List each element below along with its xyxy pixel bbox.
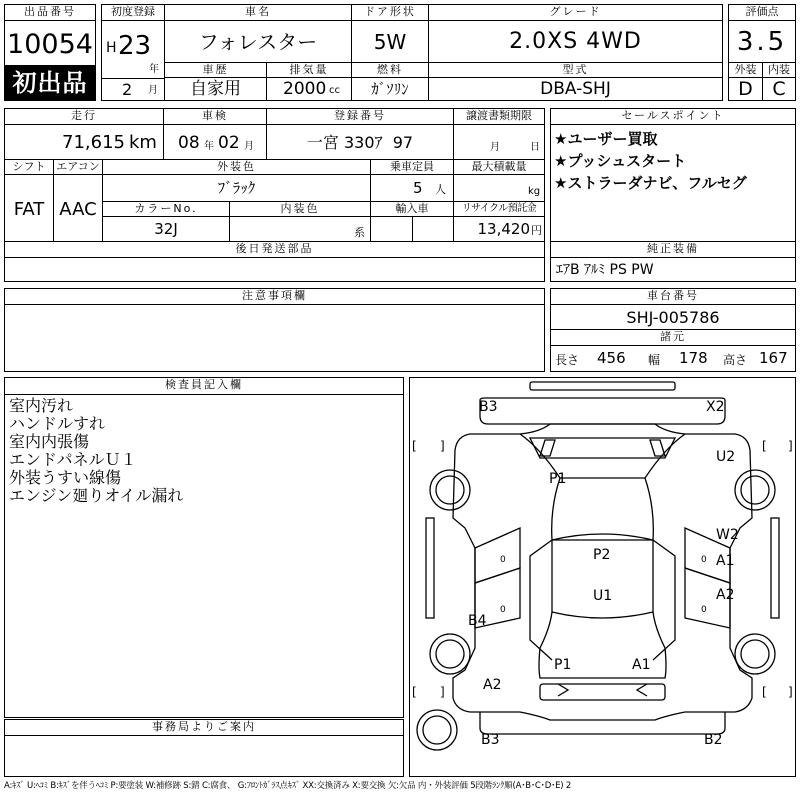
transfer-day-suffix: 日: [530, 142, 540, 153]
int-color-box: [229, 216, 371, 242]
exterior-label: 外装: [728, 62, 763, 78]
load-box: [453, 174, 545, 202]
office-label: 事務局よりご案内: [4, 719, 404, 736]
height-label: 高さ: [723, 353, 748, 367]
damage-mark: W2: [716, 527, 739, 543]
first-listing-badge: 初出品: [4, 65, 96, 101]
front-bumper: [480, 712, 725, 734]
int-color-label: 内装色: [229, 201, 371, 217]
transfer-month-suffix: 月: [490, 142, 500, 153]
svg-text:]: ]: [788, 439, 793, 453]
length-label: 長さ: [555, 353, 580, 367]
left-cabin-side: [530, 540, 552, 660]
exterior-grade: D: [738, 78, 753, 100]
damage-mark: B4: [468, 613, 487, 629]
year-suffix: 年: [149, 64, 159, 75]
ac-box: [53, 174, 103, 242]
svg-text:]: ]: [440, 439, 445, 453]
door-type-label: ドア形状: [351, 4, 429, 21]
later-parts-label: 後日発送部品: [4, 241, 545, 258]
office-box: [4, 735, 404, 777]
door-type-box: [351, 20, 429, 63]
lot-number-box: [4, 20, 96, 66]
transfer-box: [453, 124, 545, 160]
svg-text:0: 0: [701, 555, 707, 565]
ac-label: エアコン: [53, 159, 103, 175]
damage-mark: U1: [593, 588, 613, 604]
capacity-unit: 人: [435, 183, 446, 196]
cabin-rear: [552, 478, 654, 540]
notes-box: [4, 304, 545, 372]
damage-mark: B2: [704, 732, 723, 748]
svg-text:[: [: [762, 685, 767, 699]
svg-text:0: 0: [500, 605, 506, 615]
inspection-month: 02: [218, 133, 240, 153]
plate-number: 一宮 330ｱ 97: [306, 133, 414, 152]
svg-text:0: 0: [701, 605, 707, 615]
shift-label: シフト: [4, 159, 54, 175]
inspector-note: 外装うすい線傷: [9, 468, 122, 487]
width: 178: [679, 349, 708, 367]
grade-label: グレード: [428, 4, 723, 21]
shift-box: [4, 174, 54, 242]
sales-points-label: セールスポイント: [550, 108, 796, 125]
grade: 2.0XS 4WD: [509, 29, 642, 54]
chassis-label: 車台番号: [550, 288, 796, 305]
damage-mark: P1: [554, 657, 572, 673]
legend: A:ｷｽﾞ U:ﾍｺﾐ B:ｷｽﾞを伴うﾍｺﾐ P:要塗装 W:補修跡 S:錆 C:腐食、 G:ﾌﾛﾝﾄｶﾞﾗｽ点ｷｽﾞ XX:交換済み X:要交換 欠:欠品 内・外装評価 5段階ﾗﾝｸ順(A･B･C･D･E) 2: [4, 781, 572, 791]
int-color-unit: 系: [354, 226, 365, 239]
interior-label: 内装: [762, 62, 796, 78]
rear-bumper: [480, 398, 725, 424]
inspection-box: [163, 124, 267, 160]
displacement: 2000: [283, 79, 327, 99]
fuel: ｶﾞｿﾘﾝ: [371, 80, 409, 98]
ext-color-label: 外装色: [102, 159, 371, 175]
grade-box: [428, 20, 723, 63]
fuel-label: 燃料: [351, 62, 429, 78]
left-sill: [426, 518, 434, 618]
recycle: 13,420: [477, 220, 530, 238]
interior-grade: C: [772, 78, 786, 100]
first-reg-month-box: [101, 78, 165, 101]
car-name-box: [164, 20, 352, 63]
damage-mark: A1: [716, 553, 735, 569]
model-box: [428, 77, 723, 101]
load-label: 最大積載量: [453, 159, 545, 175]
rear-glass-detail: [540, 440, 665, 456]
ext-color: ﾌﾞﾗｯｸ: [217, 179, 256, 197]
length: 456: [597, 349, 626, 367]
genuine-equipment: ｴｱB ｱﾙﾐ PS PW: [556, 262, 654, 278]
history: 自家用: [190, 79, 241, 99]
score: 3.5: [736, 27, 788, 57]
first-reg-month: 2: [122, 80, 133, 99]
damage-mark: X2: [706, 399, 725, 415]
genuine-equipment-box: [550, 257, 796, 282]
height: 167: [759, 349, 788, 367]
right-sill: [771, 518, 779, 618]
exterior-grade-box: [728, 77, 763, 101]
first-reg-box: [101, 20, 165, 79]
import-box-left: [370, 216, 413, 242]
displacement-unit: cc: [329, 85, 340, 96]
ext-color-box: [102, 174, 371, 202]
mileage-unit: km: [129, 132, 157, 153]
mileage-box: [4, 124, 164, 160]
inspector-label: 検査員記入欄: [4, 377, 404, 395]
inspector-note: ハンドルすれ: [9, 414, 106, 433]
sales-point-item: ★ユーザー買取: [554, 130, 658, 148]
import-label: 輸入車: [370, 201, 454, 217]
inspection-year-suffix: 年: [204, 141, 214, 152]
svg-text:]: ]: [788, 685, 793, 699]
inspection-year: 08: [178, 133, 200, 153]
inspector-note: エンジン廻りオイル漏れ: [9, 486, 184, 505]
inspector-note: エンドパネルＵ１: [9, 450, 137, 469]
load-unit: kg: [528, 186, 541, 197]
inspector-note: 室内汚れ: [9, 396, 74, 415]
capacity-box: [370, 174, 454, 202]
shift: FAT: [13, 199, 45, 220]
svg-text:[: [: [412, 439, 417, 453]
color-no-label: カラーNo.: [102, 201, 230, 217]
damage-mark: U2: [716, 449, 736, 465]
later-parts-box: [4, 257, 545, 282]
sales-point-item: ★プッシュスタート: [554, 152, 687, 170]
displacement-box: [266, 77, 352, 101]
genuine-equipment-label: 純正装備: [550, 241, 796, 258]
score-box: [728, 20, 796, 63]
color-no: 32J: [154, 220, 178, 238]
left-rear-door: [475, 528, 520, 583]
grille-detail: [558, 684, 647, 696]
import-box-right: [412, 216, 454, 242]
svg-text:0: 0: [500, 555, 506, 565]
notes-label: 注意事項欄: [4, 288, 545, 305]
ac: AAC: [59, 199, 97, 220]
svg-text:[: [: [762, 439, 767, 453]
front-grille: [540, 684, 665, 700]
dims-box: [550, 345, 796, 372]
car-name-label: 車名: [164, 4, 352, 21]
inspector-box: [4, 394, 404, 718]
plate-label: 登録番号: [266, 108, 454, 125]
sales-point-item: ★ストラーダナビ、フルセグ: [554, 174, 747, 192]
damage-mark: A2: [716, 587, 735, 603]
sales-points-box: [550, 124, 796, 242]
inspector-note: 室内内張傷: [9, 432, 90, 451]
inspection-label: 車検: [163, 108, 267, 125]
score-label: 評価点: [728, 4, 796, 21]
capacity: 5: [413, 179, 423, 197]
recycle-label: リサイクル預託金: [453, 201, 545, 217]
car-outline-svg: [410, 378, 795, 776]
first-reg-label: 初度登録: [101, 4, 165, 21]
damage-mark: A2: [483, 677, 502, 693]
mileage-label: 走行: [4, 108, 164, 125]
roof-rear-edge: [552, 534, 653, 540]
chassis-box: [550, 304, 796, 330]
damage-mark: P2: [593, 547, 611, 563]
dims-label: 諸元: [550, 329, 796, 346]
door-type: 5W: [373, 30, 407, 54]
svg-text:]: ]: [440, 685, 445, 699]
lot-number-label: 出品番号: [4, 4, 96, 21]
color-no-box: [102, 216, 230, 242]
car-body-outline: [453, 424, 752, 720]
roof-front-edge: [552, 612, 653, 618]
damage-diagram: [409, 377, 796, 777]
rear-glass: [530, 438, 675, 458]
displacement-label: 排気量: [266, 62, 352, 78]
damage-mark: B3: [481, 732, 500, 748]
damage-mark: A1: [632, 657, 651, 673]
interior-grade-box: [762, 77, 796, 101]
recycle-box: [453, 216, 545, 242]
era-letter: H: [106, 40, 117, 56]
transfer-label: 譲渡書類期限: [453, 108, 545, 125]
car-name: フォレスター: [198, 30, 318, 54]
damage-mark: B3: [479, 399, 498, 415]
plate-box: [266, 124, 454, 160]
inspection-month-suffix: 月: [244, 141, 254, 152]
first-reg-year: 23: [118, 31, 152, 61]
fuel-box: [351, 77, 429, 101]
model-code: DBA-SHJ: [540, 79, 611, 99]
month-suffix: 月: [148, 85, 158, 96]
history-box: [164, 77, 267, 101]
lot-number: 10054: [7, 29, 93, 60]
chassis-number: SHJ-005786: [626, 308, 720, 327]
history-label: 車歴: [164, 62, 267, 78]
capacity-label: 乗車定員: [370, 159, 454, 175]
recycle-unit: 円: [531, 224, 542, 237]
model-label: 型式: [428, 62, 723, 78]
mileage: 71,615: [62, 132, 125, 153]
svg-text:[: [: [412, 685, 417, 699]
inspector-notes: [9, 397, 183, 505]
damage-mark: P1: [549, 471, 567, 487]
rear-bumper-strip: [530, 382, 675, 390]
right-cabin-side: [653, 540, 675, 660]
width-label: 幅: [648, 353, 661, 367]
